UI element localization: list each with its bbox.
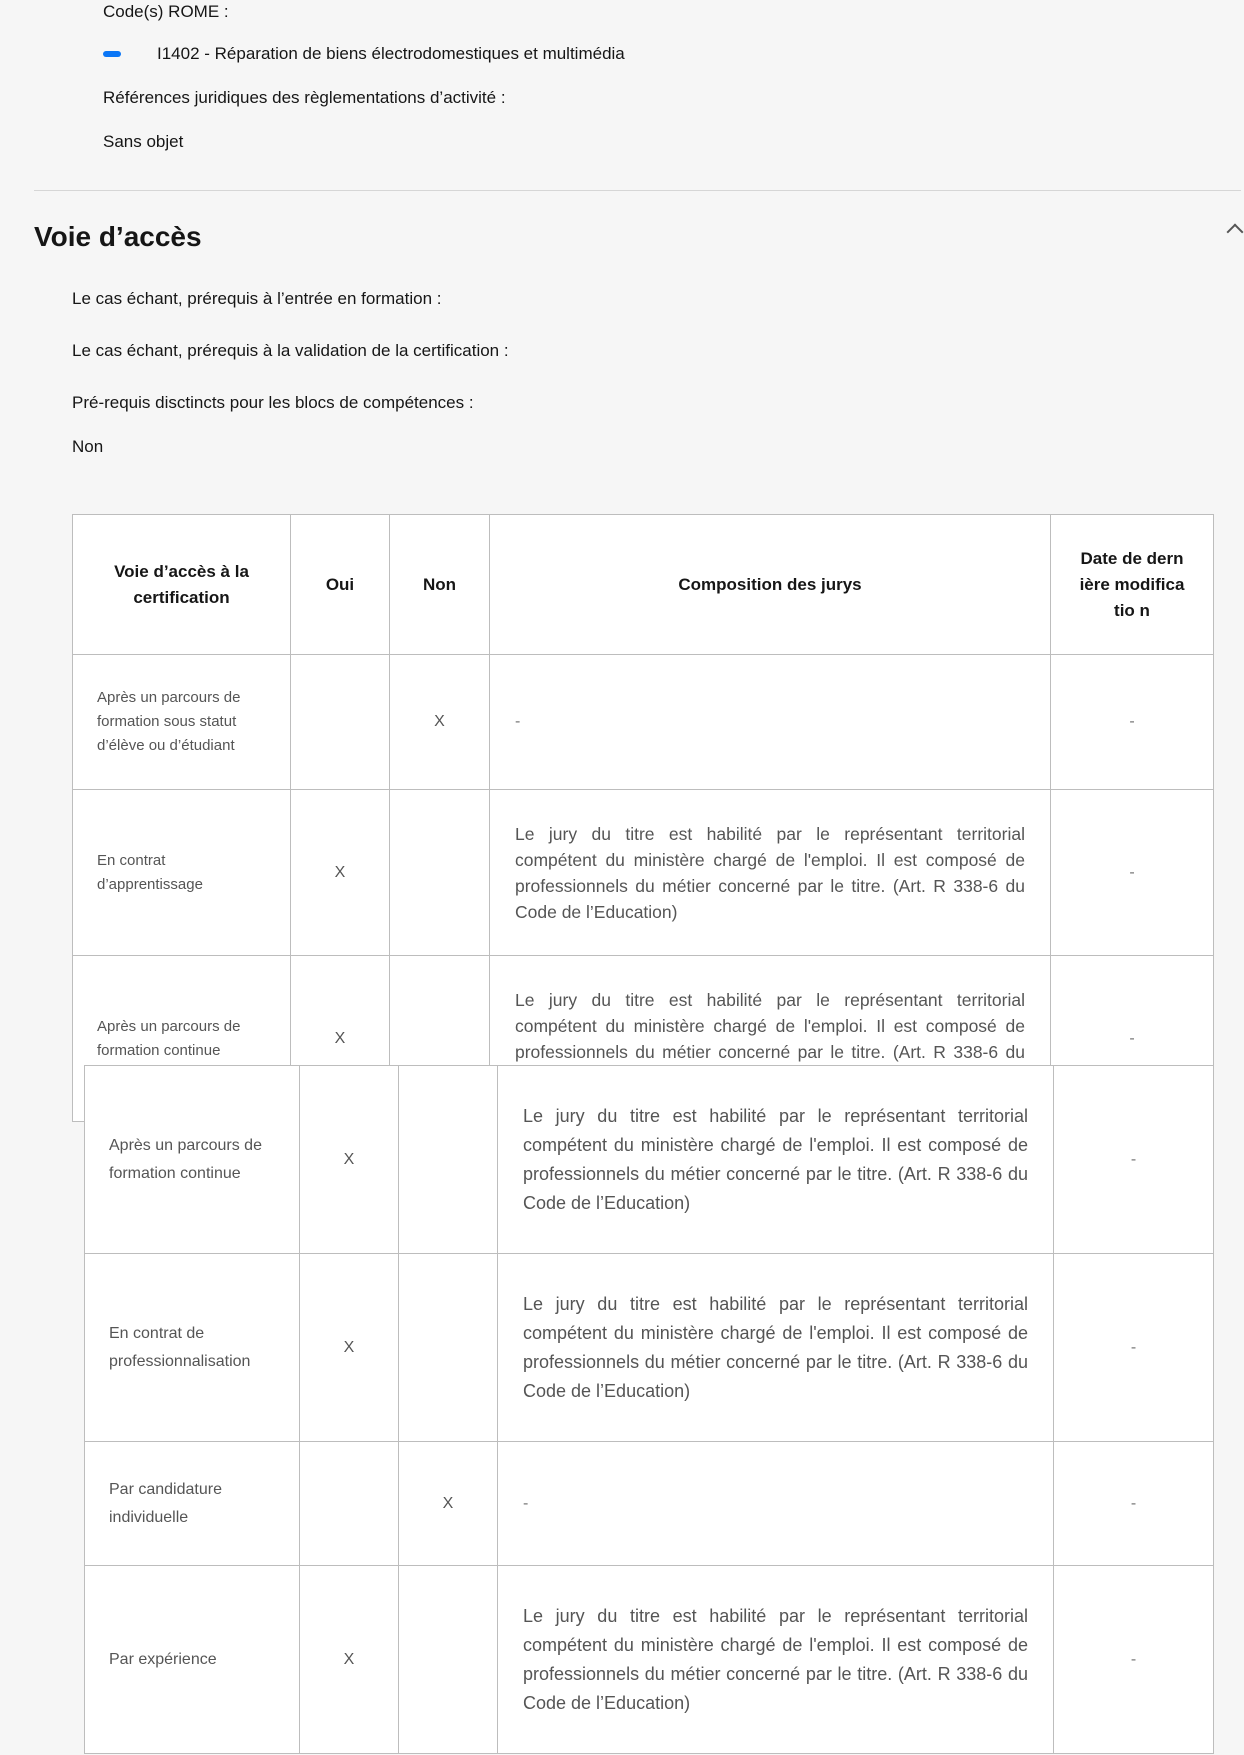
yes-cell: X — [300, 1566, 399, 1754]
prereq-blocks-label: Pré-requis disctincts pour les blocs de compétences : — [72, 393, 474, 412]
route-cell: En contrat d’apprentissage — [73, 790, 291, 956]
access-routes-table — [72, 514, 1214, 1122]
route-cell: Par expérience — [85, 1566, 300, 1754]
header-no: Non — [390, 515, 490, 655]
table-row — [73, 790, 1214, 956]
rome-label: Code(s) ROME : — [103, 2, 229, 21]
table-row — [73, 655, 1214, 790]
chevron-up-icon[interactable] — [1227, 224, 1244, 241]
table-row — [85, 1566, 1214, 1754]
route-cell: Après un parcours de formation sous statut d’élève ou d’étudiant — [73, 655, 291, 790]
date-cell: - — [1054, 1066, 1214, 1254]
section-title: Voie d’accès — [34, 221, 202, 252]
date-cell: - — [1051, 655, 1214, 790]
yes-cell: X — [300, 1254, 399, 1442]
route-cell: Après un parcours de formation continue — [73, 956, 291, 1122]
access-routes-table-continued — [84, 1065, 1214, 1754]
yes-cell — [300, 1442, 399, 1566]
yes-cell: X — [291, 956, 390, 1122]
prereq-training: Le cas échant, prérequis à l’entrée en formation : — [72, 289, 442, 308]
jury-cell: Le jury du titre est habilité par le représentant territorial compétent du ministère chargé de l'emploi. Il est composé de professionnels du métier concerné par le titre. (Art. R 338-6 du Code de l’Education) — [490, 790, 1051, 956]
no-cell — [399, 1254, 498, 1442]
yes-cell — [291, 655, 390, 790]
yes-cell: X — [300, 1066, 399, 1254]
table-row — [85, 1066, 1214, 1254]
route-cell: En contrat de professionnalisation — [85, 1254, 300, 1442]
date-cell: - — [1054, 1566, 1214, 1754]
table-row — [85, 1254, 1214, 1442]
bullet-dash-icon — [103, 51, 121, 57]
header-jury: Composition des jurys — [490, 515, 1051, 655]
date-cell: - — [1054, 1254, 1214, 1442]
legal-label: Références juridiques des règlementations d’activité : — [103, 88, 506, 107]
prereq-blocks-value: Non — [72, 437, 104, 456]
no-cell: X — [390, 655, 490, 790]
header-yes: Oui — [291, 515, 390, 655]
prereq-certification: Le cas échant, prérequis à la validation de la certification : — [72, 341, 509, 360]
yes-cell: X — [291, 790, 390, 956]
date-cell: - — [1054, 1442, 1214, 1566]
jury-cell: Le jury du titre est habilité par le représentant territorial compétent du ministère chargé de l'emploi. Il est composé de professionnels du métier concerné par le titre. (Art. R 338-6 du — [490, 956, 1051, 1122]
certification-page-bottom — [84, 1066, 1213, 1755]
jury-cell: Le jury du titre est habilité par le représentant territorial compétent du ministère chargé de l'emploi. Il est composé de professionnels du métier concerné par le titre. (Art. R 338-6 du Code de l’Education) — [498, 1066, 1054, 1254]
jury-cell: Le jury du titre est habilité par le représentant territorial compétent du ministère chargé de l'emploi. Il est composé de professionnels du métier concerné par le titre. (Art. R 338-6 du Code de l’Education) — [498, 1566, 1054, 1754]
no-cell — [390, 790, 490, 956]
table-row — [85, 1442, 1214, 1566]
no-cell: X — [399, 1442, 498, 1566]
header-date: Date de dernière modificatio n — [1051, 515, 1214, 655]
section-divider — [34, 190, 1241, 191]
table-header-row — [73, 515, 1214, 655]
no-cell — [399, 1566, 498, 1754]
header-route: Voie d’accès à la certification — [73, 515, 291, 655]
route-cell: Après un parcours de formation continue — [85, 1066, 300, 1254]
route-cell: Par candidature individuelle — [85, 1442, 300, 1566]
jury-cell: Le jury du titre est habilité par le représentant territorial compétent du ministère chargé de l'emploi. Il est composé de professionnels du métier concerné par le titre. (Art. R 338-6 du Code de l’Education) — [498, 1254, 1054, 1442]
no-cell — [399, 1066, 498, 1254]
date-cell: - — [1051, 790, 1214, 956]
date-cell: - — [1051, 956, 1214, 1122]
rome-item: I1402 - Réparation de biens électrodomestiques et multimédia — [157, 44, 625, 63]
jury-cell: - — [490, 655, 1051, 790]
legal-value: Sans objet — [103, 132, 184, 151]
jury-cell: - — [498, 1442, 1054, 1566]
